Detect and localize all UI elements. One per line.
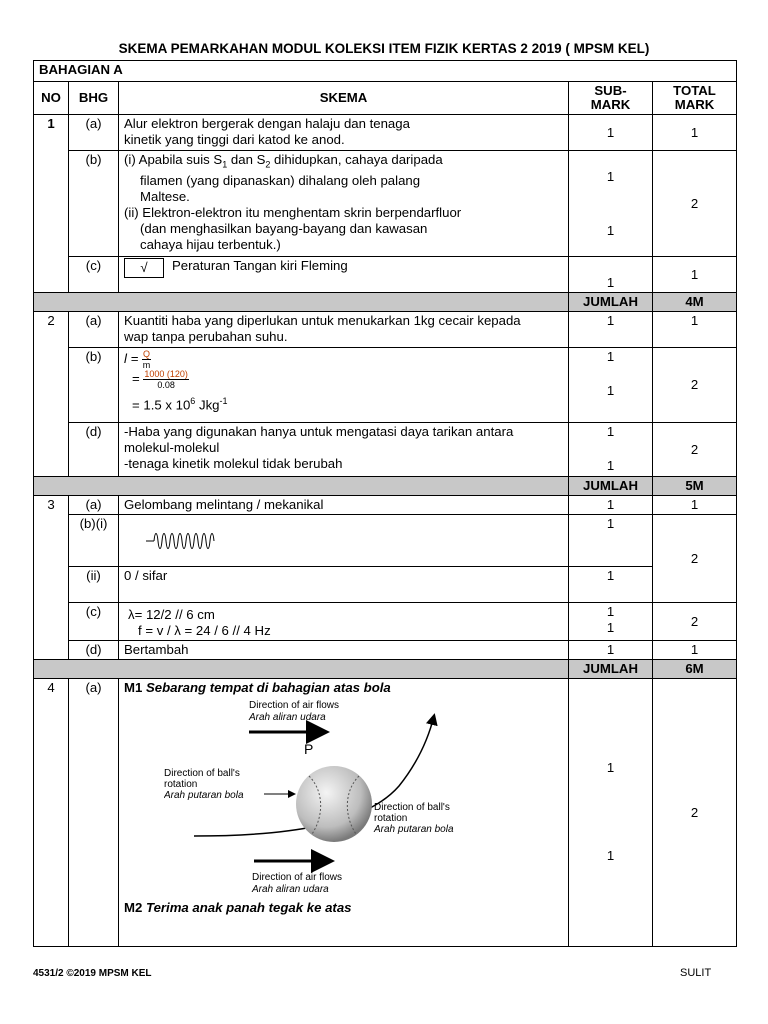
q1a-bhg: (a) bbox=[69, 115, 119, 151]
footer-sulit: SULIT bbox=[680, 967, 712, 979]
q2a-sub: 1 bbox=[569, 312, 653, 348]
q1-jumlah-label: JUMLAH bbox=[569, 293, 653, 312]
q3a-tot: 1 bbox=[653, 496, 737, 515]
q1b-sub: 1 1 bbox=[569, 151, 653, 257]
rotation-left-label: Direction of ball's bbox=[164, 768, 240, 779]
q1b-skema: (i) Apabila suis $S_1$ dan $S_2$ dihidupkan, cahaya daripada filamen (yang dipanaskan) dihalang oleh palang Maltese. (ii) Elektron-elektron itu menghentam skrin berpendarfluor (dan menghasilkan bayang-bayang dan kawasan cahaya hijau terbentuk.) bbox=[119, 151, 569, 257]
air-flow-top-label-ms: Arah aliran udara bbox=[249, 712, 326, 723]
q1c-tot: 1 bbox=[653, 257, 737, 293]
q2d-bhg: (d) bbox=[69, 423, 119, 477]
header-skema: SKEMA bbox=[119, 82, 569, 115]
rotation-right-label: Direction of ball's bbox=[374, 802, 450, 813]
footer-code: 4531/2 ©2019 MPSM KEL bbox=[33, 968, 152, 979]
q3d-sub: 1 bbox=[569, 641, 653, 660]
q4-no: 4 bbox=[34, 679, 69, 947]
q2a-bhg: (a) bbox=[69, 312, 119, 348]
svg-text:rotation: rotation bbox=[164, 779, 198, 790]
svg-text:rotation: rotation bbox=[374, 813, 408, 824]
q2d-tot: 2 bbox=[653, 423, 737, 477]
point-p-label: P bbox=[304, 741, 314, 757]
header-total-mark: TOTAL MARK bbox=[653, 82, 737, 115]
header-bhg: BHG bbox=[69, 82, 119, 115]
q1a-tot: 1 bbox=[653, 115, 737, 151]
q3b-tot: 2 bbox=[653, 515, 737, 603]
q2-jumlah-label: JUMLAH bbox=[569, 477, 653, 496]
q4a-sub: 1 1 bbox=[569, 679, 653, 947]
q2d-sub: 1 1 bbox=[569, 423, 653, 477]
q4a-bhg: (a) bbox=[69, 679, 119, 947]
q3-no: 3 bbox=[34, 496, 69, 515]
q3d-bhg: (d) bbox=[69, 641, 119, 660]
ball-airflow-diagram bbox=[164, 696, 504, 896]
q4a-tot: 2 bbox=[653, 679, 737, 947]
q2b-tot: 2 bbox=[653, 348, 737, 423]
q3bii-skema: 0 / sifar bbox=[119, 567, 569, 603]
q3bi-sub: 1 bbox=[569, 515, 653, 567]
tick-box: √ bbox=[124, 258, 164, 278]
q1-total: 4M bbox=[653, 293, 737, 312]
q2a-tot: 1 bbox=[653, 312, 737, 348]
q2-no: 2 bbox=[34, 312, 69, 348]
section-label: BAHAGIAN A bbox=[34, 61, 737, 82]
q3a-bhg: (a) bbox=[69, 496, 119, 515]
svg-text:Arah putaran bola: Arah putaran bola bbox=[164, 790, 244, 801]
q1a-sub: 1 bbox=[569, 115, 653, 151]
q1c-skema: √ Peraturan Tangan kiri Fleming bbox=[119, 257, 569, 293]
q2-total: 5M bbox=[653, 477, 737, 496]
air-flow-bottom-label: Direction of air flows bbox=[252, 872, 343, 883]
q2d-skema: -Haba yang digunakan hanya untuk mengatasi daya tarikan antara molekul-molekul -tenaga kinetik molekul tidak berubah bbox=[119, 423, 569, 477]
q4a-skema: M1 Sebarang tempat di bahagian atas bola Direction of air flows Arah aliran udara P Direction of ball's rotation Arah putaran bola Direction of ball's rotation Arah putaran bola Direction of air flows Arah aliran udara M2 Terima anak panah tegak ke atas bbox=[119, 679, 569, 947]
page-title: SKEMA PEMARKAHAN MODUL KOLEKSI ITEM FIZIK KERTAS 2 2019 ( MPSM KEL) bbox=[118, 41, 650, 56]
q3c-sub: 1 1 bbox=[569, 603, 653, 641]
marking-scheme-table bbox=[33, 60, 737, 947]
q2a-skema: Kuantiti haba yang diperlukan untuk menukarkan 1kg cecair kepada wap tanpa perubahan suhu. bbox=[119, 312, 569, 348]
ball bbox=[296, 766, 372, 842]
q1b-tot: 2 bbox=[653, 151, 737, 257]
q3bii-sub: 1 bbox=[569, 567, 653, 603]
svg-text:Arah aliran udara: Arah aliran udara bbox=[252, 884, 329, 895]
q3a-skema: Gelombang melintang / mekanikal bbox=[119, 496, 569, 515]
header-sub-mark: SUB- MARK bbox=[569, 82, 653, 115]
q3bi-bhg: (b)(i) bbox=[69, 515, 119, 567]
q3c-bhg: (c) bbox=[69, 603, 119, 641]
q3-jumlah-label: JUMLAH bbox=[569, 660, 653, 679]
spring-wave-diagram bbox=[144, 526, 224, 556]
q3bii-bhg: (ii) bbox=[69, 567, 119, 603]
q2b-bhg: (b) bbox=[69, 348, 119, 423]
svg-text:Arah putaran bola: Arah putaran bola bbox=[374, 824, 454, 835]
q2b-sub: 1 1 bbox=[569, 348, 653, 423]
q3c-tot: 2 bbox=[653, 603, 737, 641]
header-no: NO bbox=[34, 82, 69, 115]
q3d-tot: 1 bbox=[653, 641, 737, 660]
q1b-bhg: (b) bbox=[69, 151, 119, 257]
q3bi-skema bbox=[119, 515, 569, 567]
q3c-skema: λ= 12/2 // 6 cm f = v / λ = 24 / 6 // 4 Hz bbox=[119, 603, 569, 641]
q1-no: 1 bbox=[34, 115, 69, 151]
q1c-sub: 1 bbox=[569, 257, 653, 293]
q3a-sub: 1 bbox=[569, 496, 653, 515]
air-flow-top-label: Direction of air flows bbox=[249, 700, 340, 711]
q2b-skema: l = $\frac{Q}{m}$ = $\frac{1000 (120)}{0.08}$ = 1.5 x $10^6$ Jkg$^{-1}$ bbox=[119, 348, 569, 423]
q1c-bhg: (c) bbox=[69, 257, 119, 293]
q3d-skema: Bertambah bbox=[119, 641, 569, 660]
q1a-skema: Alur elektron bergerak dengan halaju dan tenaga kinetik yang tinggi dari katod ke anod. bbox=[119, 115, 569, 151]
q3-total: 6M bbox=[653, 660, 737, 679]
